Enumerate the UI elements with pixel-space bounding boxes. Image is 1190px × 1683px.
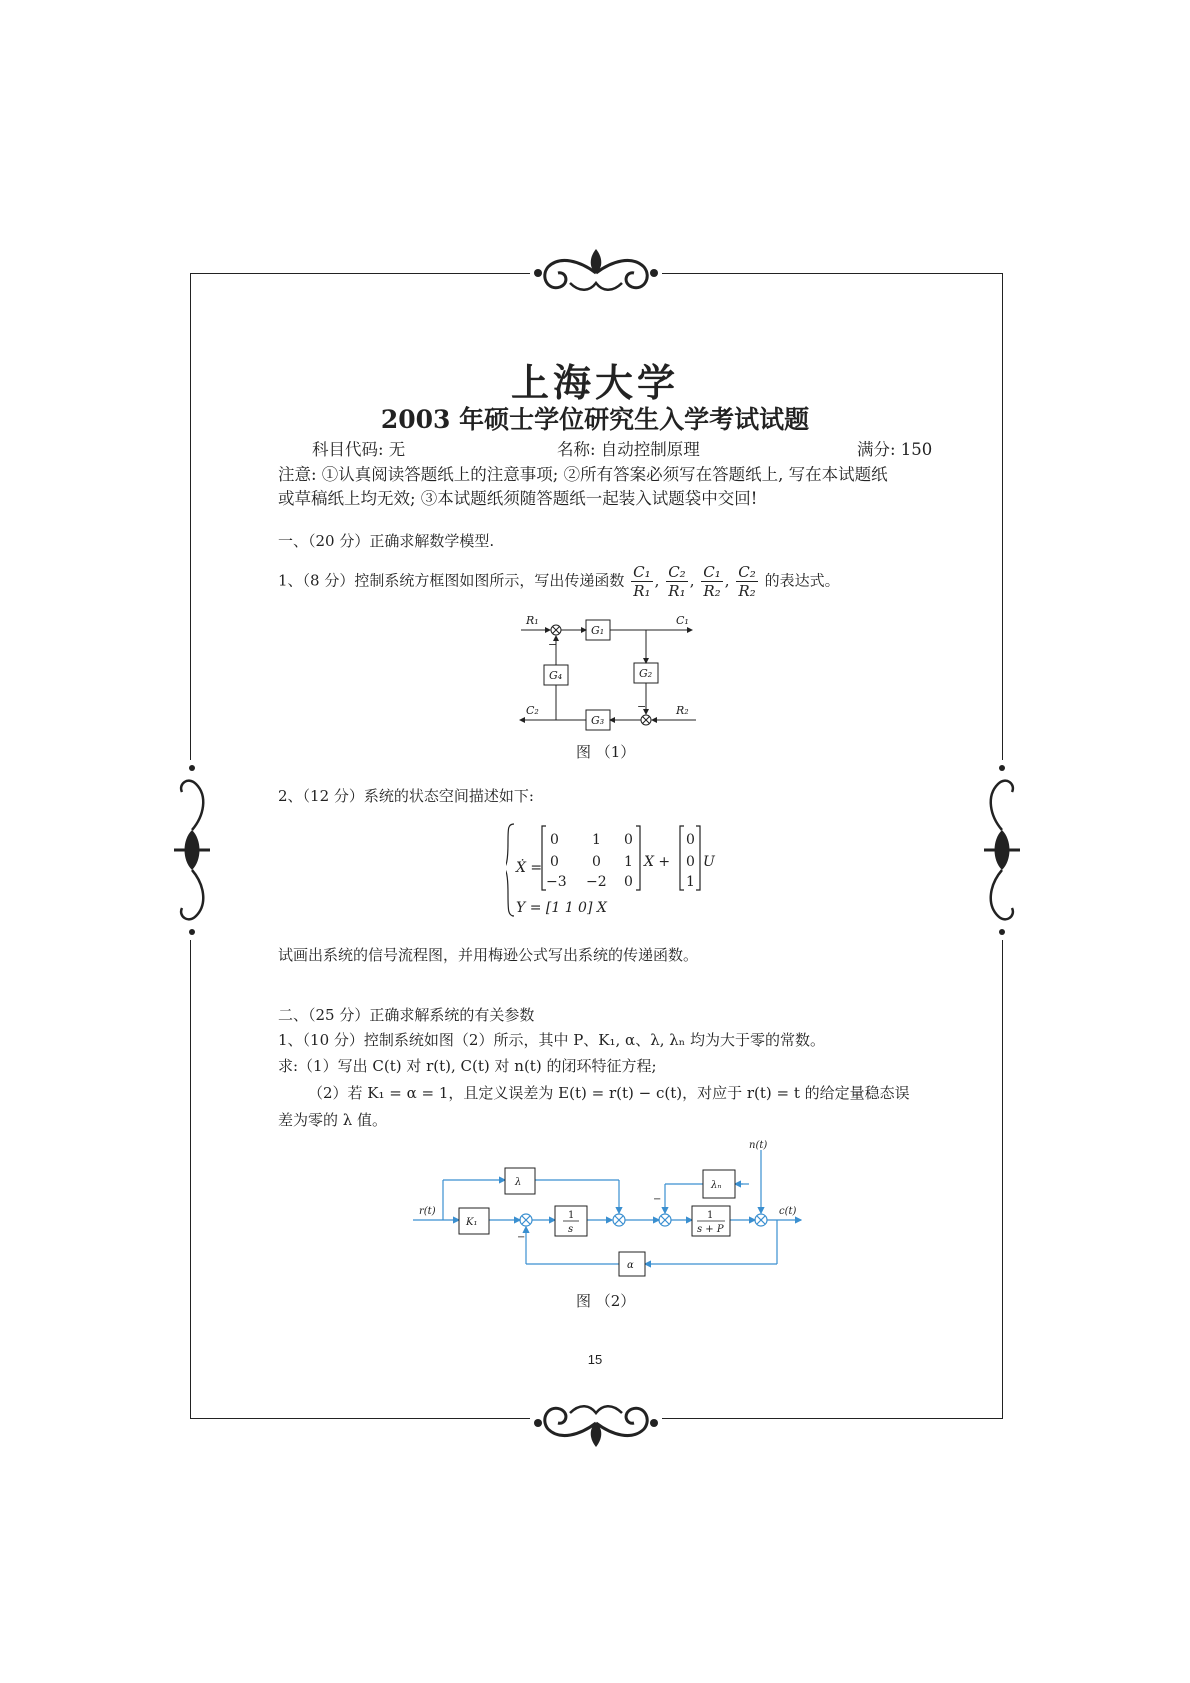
fig1-block-g3: G₃ <box>591 714 605 727</box>
section2-ask2: （2）若 K₁ = α = 1，且定义误差为 E(t) = r(t) − c(t)，对应于 r(t) = t 的给定量稳态误 <box>308 1084 910 1102</box>
section2-ask1: 求:（1）写出 C(t) 对 r(t), C(t) 对 n(t) 的闭环特征方程; <box>278 1057 657 1075</box>
matrix-a-r2c0: −3 <box>546 874 567 890</box>
xdot-label: Ẋ = <box>516 860 543 876</box>
fig2-text-lambda: λ <box>515 1177 522 1188</box>
fig2-text-sp: s + P <box>697 1224 724 1235</box>
u-label: U <box>703 854 715 870</box>
output-equation: Y = [1 1 0] X <box>516 900 607 916</box>
fig1-minus-top: − <box>548 638 558 651</box>
fig1-label-c2: C₂ <box>526 704 539 717</box>
fig1-block-g2: G₂ <box>639 667 653 680</box>
fraction-c1-r2: $\frac{\text{C₁}}{\text{R₂}}$ <box>703 563 721 600</box>
fig1-block-g4: G₄ <box>549 669 563 682</box>
vector-b-2: 1 <box>686 874 695 890</box>
fig2-text-k1: K₁ <box>466 1217 478 1228</box>
section2-heading: 二、（25 分）正确求解系统的有关参数 <box>278 1006 535 1024</box>
fig1-label-c1: C₁ <box>676 614 689 627</box>
block-diagram-1 <box>516 610 706 735</box>
university-title: 上海大学 <box>510 360 679 405</box>
state-space-equation <box>506 820 726 920</box>
fig2-text-one-b: 1 <box>707 1210 714 1221</box>
fig2-label-n: n(t) <box>749 1140 768 1151</box>
section2-q1: 1、（10 分）控制系统如图（2）所示，其中 P、K₁, α、λ, λₙ 均为大于零的常数。 <box>278 1031 825 1049</box>
q1-suffix: 的表达式。 <box>764 571 840 590</box>
matrix-a-r1c1: 0 <box>592 854 601 870</box>
fig2-label-r: r(t) <box>419 1206 436 1217</box>
vector-b-1: 0 <box>686 854 695 870</box>
q1-prefix: 1、（8 分）控制系统方框图如图所示，写出传递函数 <box>278 571 625 590</box>
subject-code: 科目代码: 无 <box>312 440 406 459</box>
notice-line-2: 或草稿纸上均无效; ③本试题纸须随答题纸一起装入试题袋中交回! <box>278 489 758 508</box>
fig2-label-c: c(t) <box>779 1206 797 1217</box>
q2-task: 试画出系统的信号流程图，并用梅逊公式写出系统的传递函数。 <box>278 946 699 964</box>
block-diagram-2 <box>413 1140 803 1290</box>
fig2-text-alpha: α <box>627 1260 634 1271</box>
matrix-a-r0c1: 1 <box>592 832 601 848</box>
q1-text: 1、（8 分）控制系统方框图如图所示，写出传递函数 $\frac{\text{C₁}}{\text{R₁}}$ , $\frac{\text{C₂}}{\text{R₁}}$ , $\frac{\text{C₁}}{\text{R₂}}$ , $\frac{\text{C₂}}{\text{R₂}}$ 的表达式。 <box>278 563 840 600</box>
vector-b-0: 0 <box>686 832 695 848</box>
x-plus-label: X + <box>644 854 671 870</box>
matrix-a-r0c0: 0 <box>550 832 559 848</box>
fig2-text-lambda-n: λₙ <box>711 1180 722 1191</box>
section1-heading: 一、（20 分）正确求解数学模型. <box>278 532 495 550</box>
fraction-c1-r1: $\frac{\text{C₁}}{\text{R₁}}$ <box>633 563 651 600</box>
fig2-text-one-a: 1 <box>568 1210 575 1221</box>
matrix-a-r1c2: 1 <box>624 854 633 870</box>
fig1-label-r1: R₁ <box>526 614 539 627</box>
fig2-minus-1: − <box>517 1232 526 1243</box>
subject-name: 名称: 自动控制原理 <box>557 440 700 459</box>
section2-ask3: 差为零的 λ 值。 <box>278 1111 388 1129</box>
exam-title: 2003 年硕士学位研究生入学考试试题 <box>380 405 810 434</box>
fig2-minus-2: − <box>653 1194 662 1205</box>
top-ornament-icon <box>530 243 662 301</box>
fraction-c2-r2: $\frac{\text{C₂}}{\text{R₂}}$ <box>738 563 756 600</box>
bottom-ornament-icon <box>530 1395 662 1453</box>
right-ornament-icon <box>978 760 1026 940</box>
notice-line-1: 注意: ①认真阅读答题纸上的注意事项; ②所有答案必须写在答题纸上, 写在本试题纸 <box>278 465 888 484</box>
fig2-text-s: s <box>568 1224 574 1235</box>
matrix-a-r2c1: −2 <box>586 874 607 890</box>
matrix-a-r2c2: 0 <box>624 874 633 890</box>
page-number: 15 <box>587 1352 603 1367</box>
fig1-label-r2: R₂ <box>676 704 689 717</box>
matrix-a-r1c0: 0 <box>550 854 559 870</box>
matrix-a-r0c2: 0 <box>624 832 633 848</box>
left-ornament-icon <box>168 760 216 940</box>
q2-text: 2、（12 分）系统的状态空间描述如下: <box>278 787 534 805</box>
figure-1-caption: 图 （1） <box>576 743 636 761</box>
figure-2-caption: 图 （2） <box>576 1292 636 1310</box>
fraction-c2-r1: $\frac{\text{C₂}}{\text{R₁}}$ <box>668 563 686 600</box>
full-score: 满分: 150 <box>857 440 933 459</box>
fig1-minus-bottom: − <box>637 700 647 713</box>
fig1-block-g1: G₁ <box>591 624 605 637</box>
